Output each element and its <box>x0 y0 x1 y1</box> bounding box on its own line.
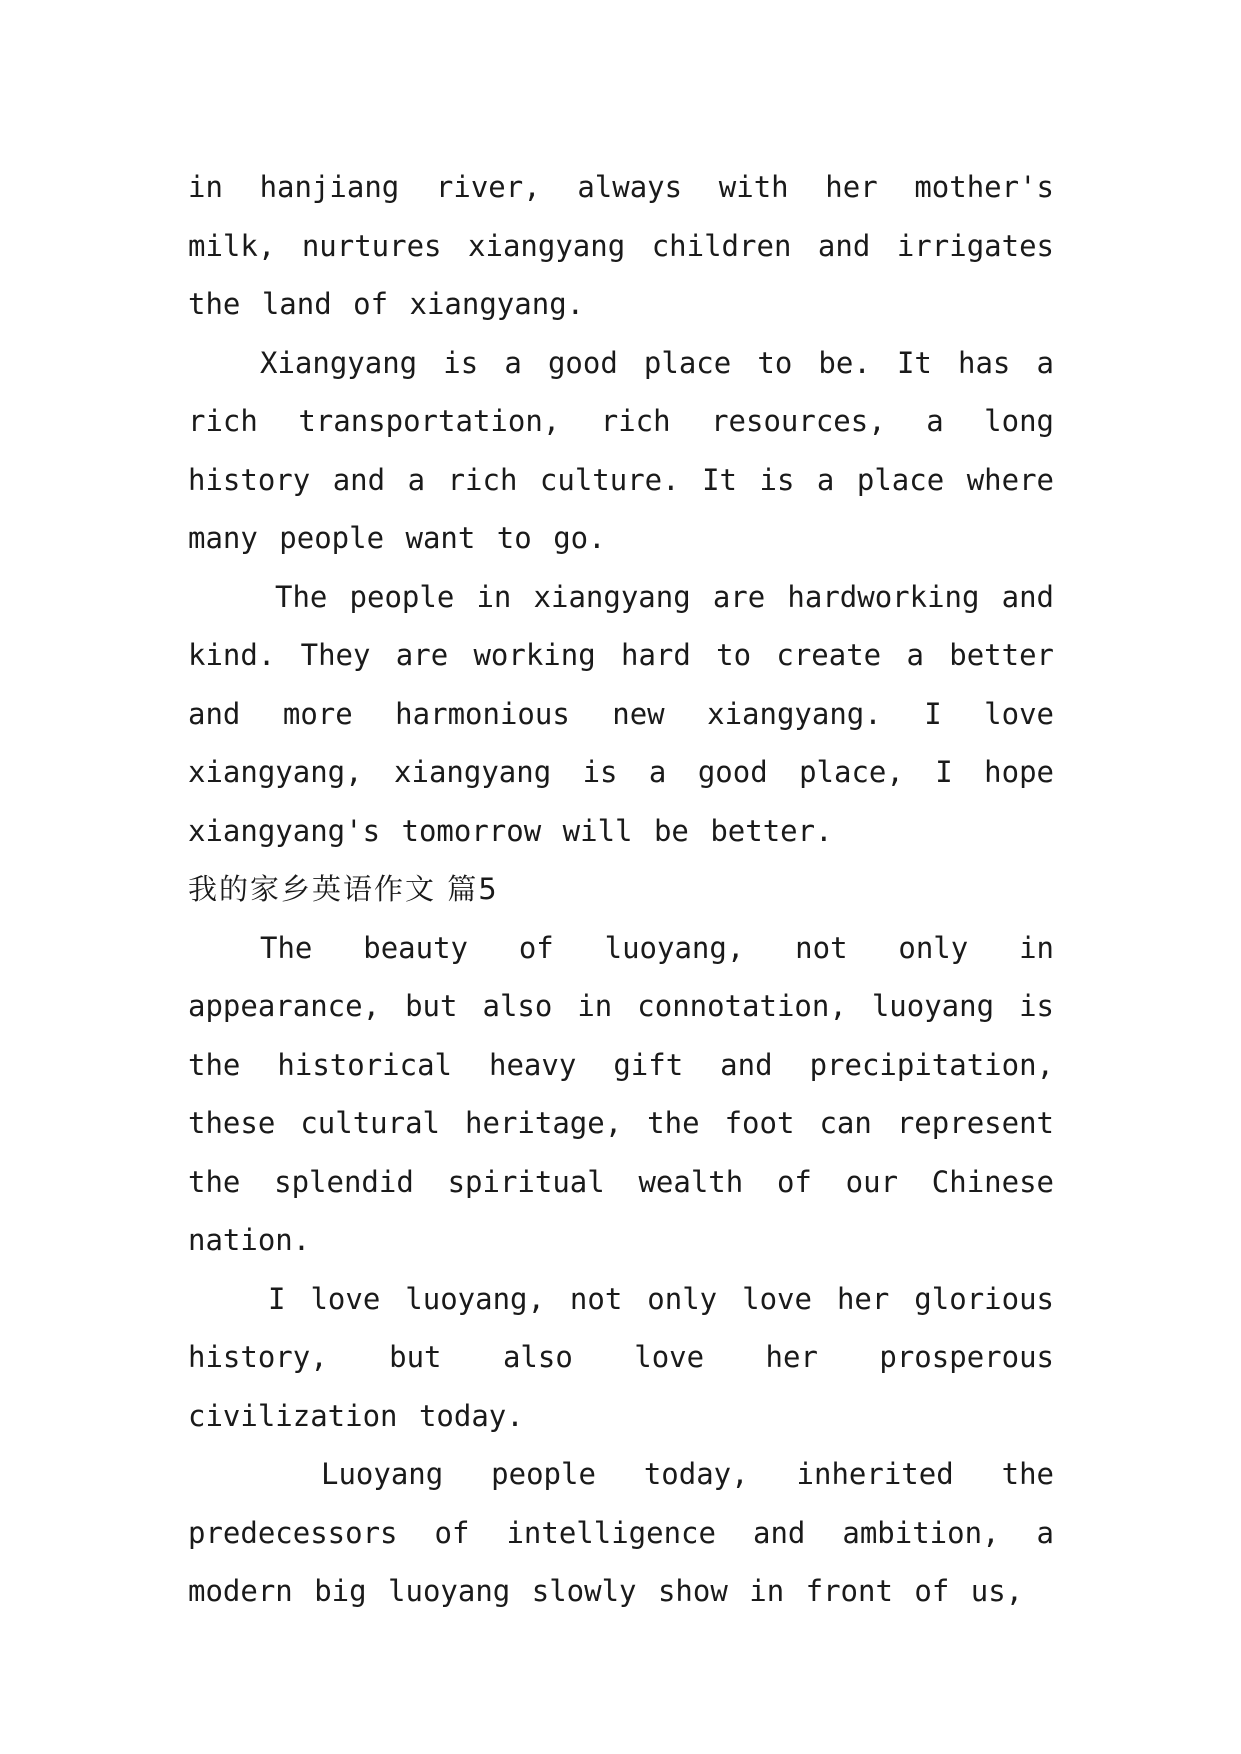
paragraph-xiangyang-people: The people in xiangyang are hardworking and kind. They are working hard to create a better and more harmonious new xiangyang. I love xiangyang, xiangyang is a good place, I hope xiangyang's tomorrow will be better. <box>188 579 1054 848</box>
paragraph-luoyang-people-today: Luoyang people today, inherited the predecessors of intelligence and ambition, a modern big luoyang slowly show in front of us, <box>188 1457 1054 1608</box>
paragraph-luoyang-beauty: The beauty of luoyang, not only in appearance, but also in connotation, luoyang is the historical heavy gift and precipitation, these cultural heritage, the foot can represent the splendid spiritual wealth of our Chinese nation. <box>188 930 1054 1257</box>
paragraph-hanjiang-river: in hanjiang river, always with her mother's milk, nurtures xiangyang children and irrigates the land of xiangyang. <box>188 170 1054 321</box>
paragraph-xiangyang-good-place: Xiangyang is a good place to be. It has a rich transportation, rich resources, a long history and a rich culture. It is a place where many people want to go. <box>188 345 1054 555</box>
section-heading: 我的家乡英语作文 篇5 <box>188 872 499 906</box>
paragraph-love-luoyang: I love luoyang, not only love her glorious history, but also love her prosperous civilization today. <box>188 1281 1054 1433</box>
document-body <box>188 158 1054 1621</box>
